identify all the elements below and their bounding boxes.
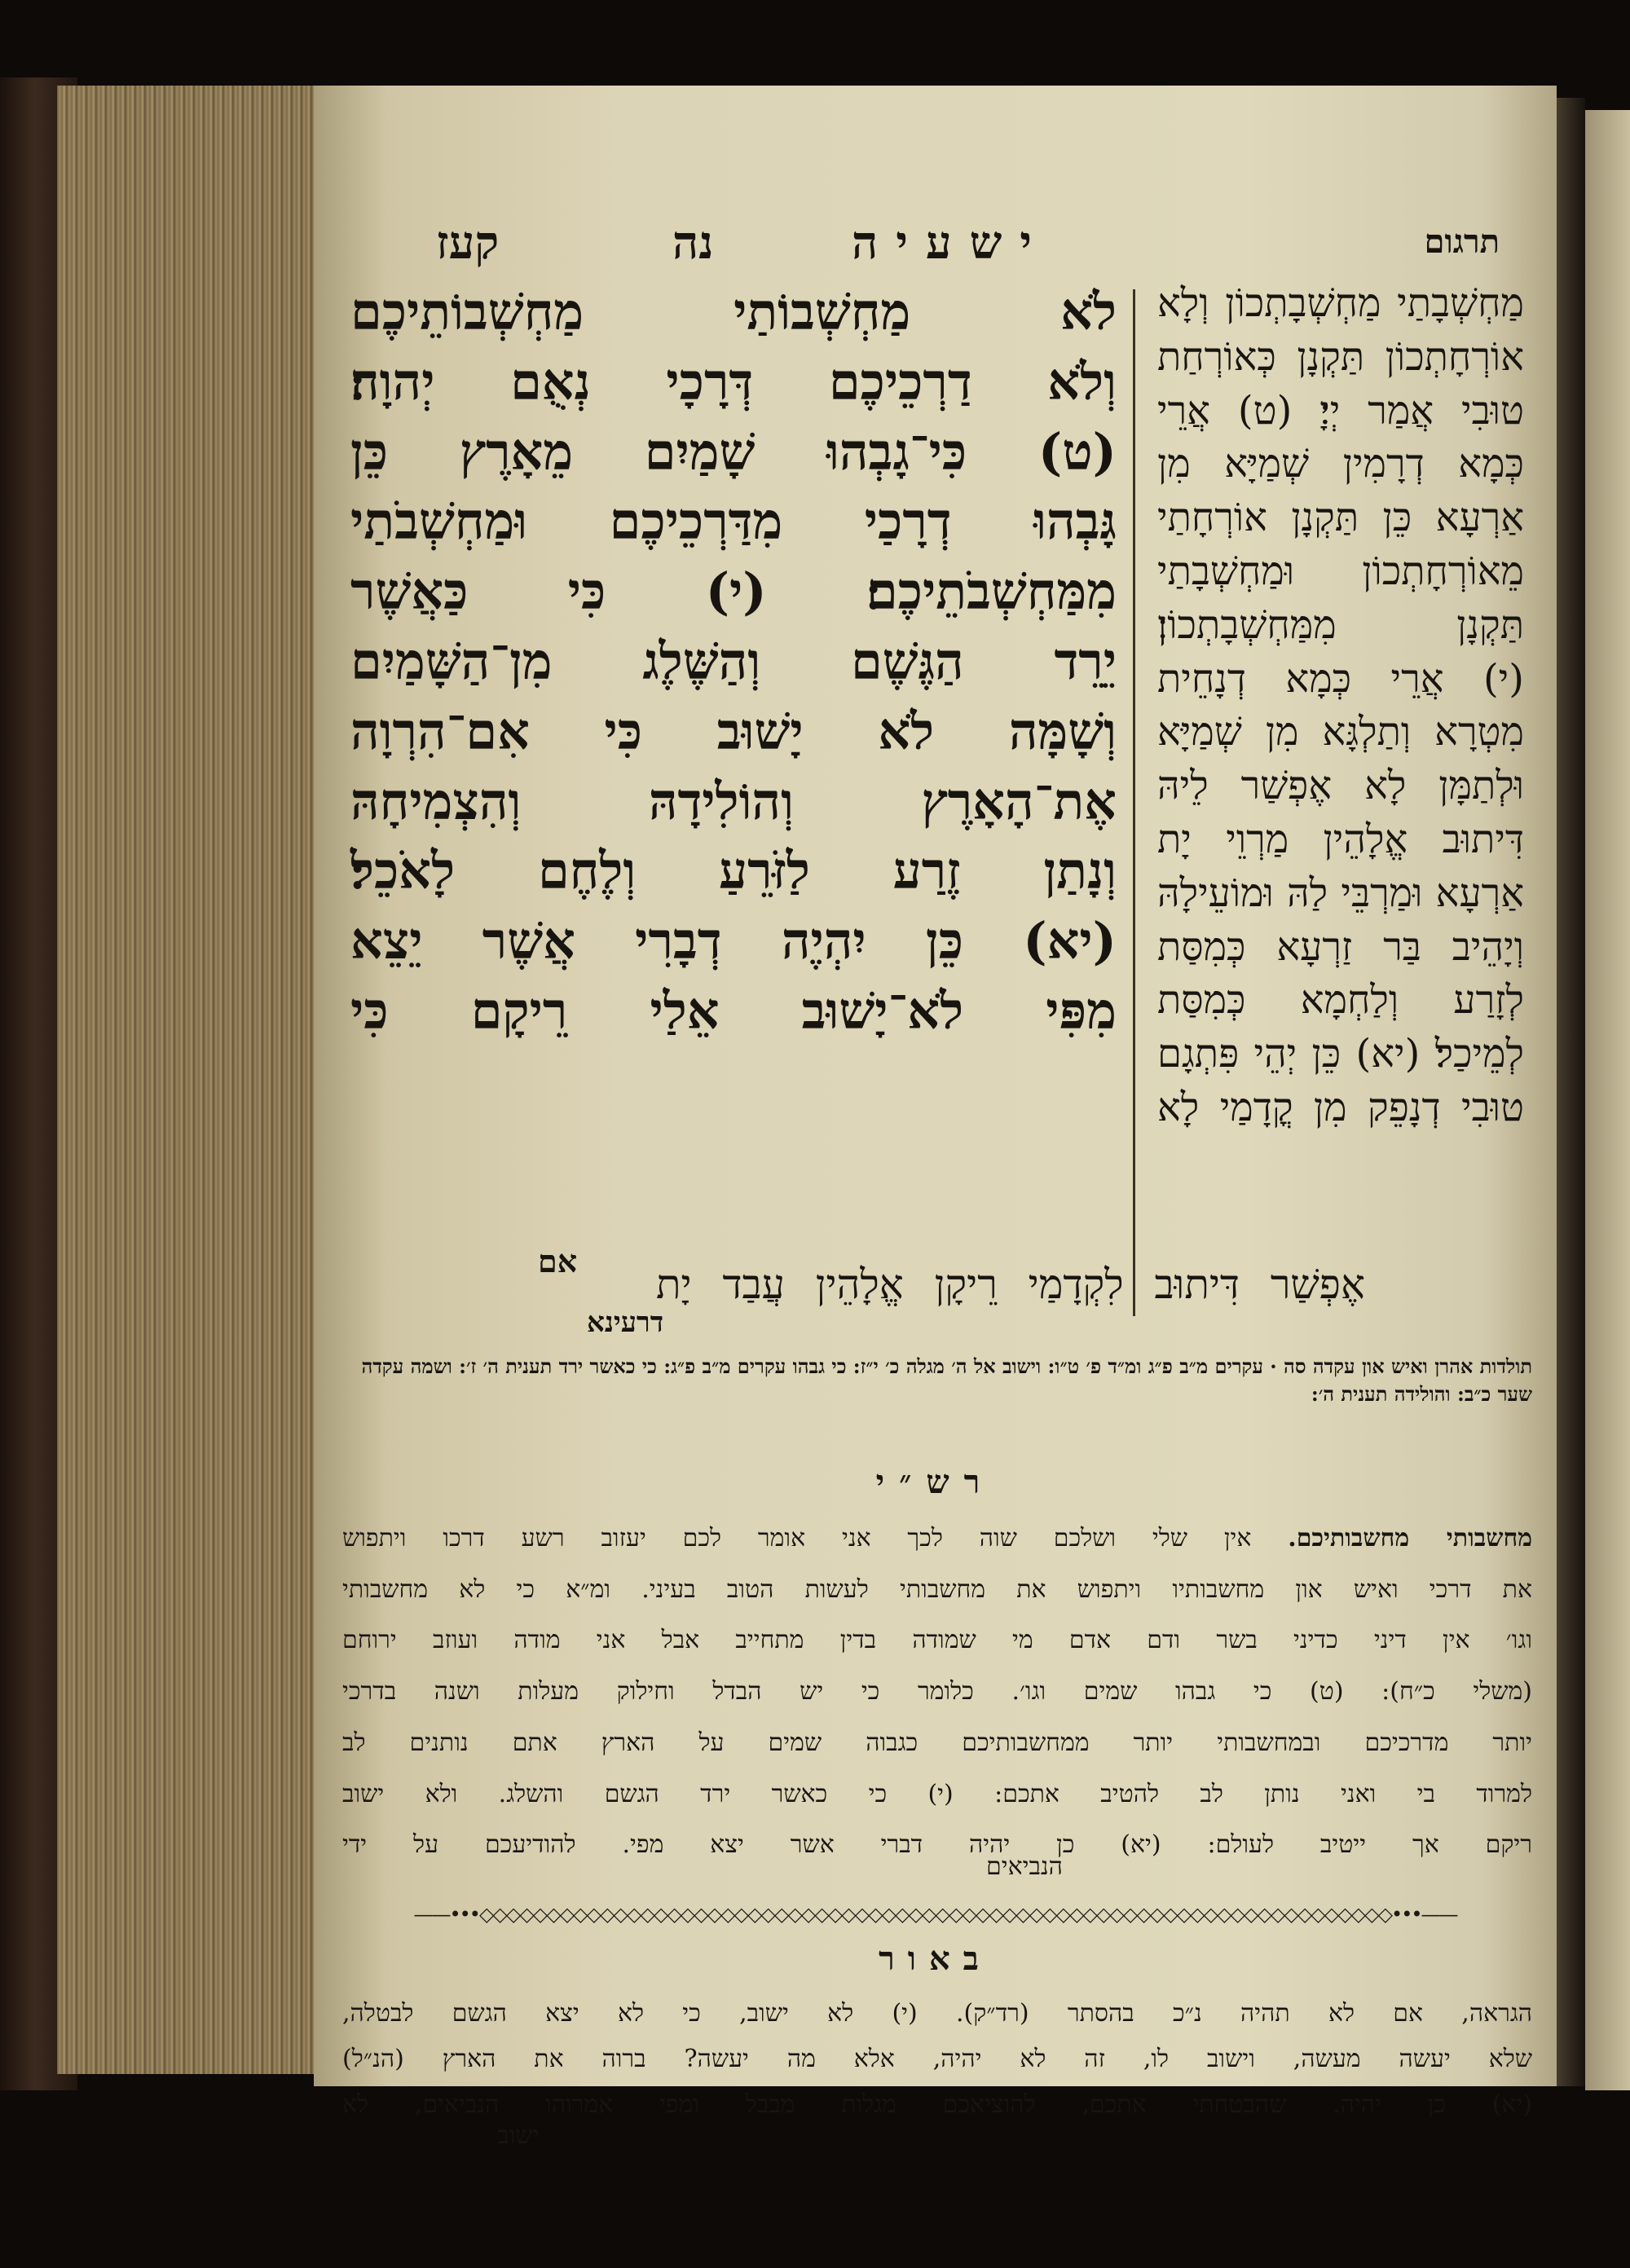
rashi-heading: רש״י bbox=[875, 1463, 995, 1501]
targum-line: אַרְעָא כֵּן תַּקְנָן אוֹרְחָתַי bbox=[1157, 495, 1524, 541]
scripture-line: (יא) כֵּן יִהְיֶה דְבָרִי אֲשֶׁר יֵצֵא bbox=[350, 911, 1117, 971]
targum-last-line: אֶפְשַׁר דִּיתוּב לִקְדָמַי רֵיקָן אֱלָהֵין עֲבַד יָת bbox=[656, 1261, 1365, 1308]
rashi-line-text: אין שלי ושלכם שוה לכך אני אומר לכם יעזוב רשע דרכו ויתפוש bbox=[342, 1524, 1252, 1552]
scripture-line: וְנָתַן זֶרַע לַזֹּרֵעַ וְלֶחֶם לָאֹכֵל׃ bbox=[350, 841, 1117, 901]
header-targum: תרגום bbox=[1424, 222, 1500, 261]
biur-commentary bbox=[342, 1991, 1532, 2128]
scripture-line: (ט) כִּי־גָבְהוּ שָׁמַיִם מֵאָרֶץ כֵּן bbox=[350, 421, 1117, 482]
targum-line: (י) אֲרֵי כְּמָא דְנָחֵית bbox=[1157, 655, 1524, 702]
header-book-title: ישעיה bbox=[852, 216, 1050, 270]
targum-line: דִּיתוּב אֱלָהֵין מַרְוֵי יָת bbox=[1157, 816, 1524, 862]
scripture-line: יֵרֵד הַגֶּשֶׁם וְהַשֶּׁלֶג מִן־הַשָּׁמַיִם bbox=[350, 631, 1117, 691]
targum-line: מַחְשְׁבָתַי מַחְשְׁבָתְכוֹן וְלָא bbox=[1157, 280, 1524, 326]
toldot-text: ואיש און עקדה סה · עקרים מ״ב פ״ג ומ״ד פ׳ ט״ו: וישוב אל ה׳ מגלה כ׳ י״ז: כי גבהו עקרים מ״ב פ״ג: כי כאשר ירד תענית ה׳ ז׳: ושמה עקדה שער כ״ב: והולידה תענית ה׳: bbox=[361, 1354, 1532, 1406]
targum-line: טוּבִי דְנָפֵק מִן קֳדָמַי לָא bbox=[1157, 1084, 1524, 1130]
running-header bbox=[314, 216, 1557, 281]
targum-line: לְמֵיכַל׃ (יא) כֵּן יְהֵי פִּתְגָם bbox=[1157, 1031, 1524, 1077]
biur-catchword: ישוב bbox=[497, 2121, 540, 2150]
scripture-line: לֹא מַחְשְׁבוֹתַי מַחְשְׁבוֹתֵיכֶם bbox=[350, 282, 1117, 341]
targum-line: כְּמָא דְרָמִין שְׁמַיָּא מִן bbox=[1157, 441, 1524, 487]
rashi-lemma: מחשבותי מחשבותיכם. bbox=[1288, 1524, 1532, 1552]
scripture-catchword: אם bbox=[538, 1243, 578, 1279]
scripture-line: גָּבְהוּ דְרָכַי מִדַּרְכֵיכֶם וּמַחְשְׁבֹתַי bbox=[350, 491, 1117, 552]
rashi-catchword: הנביאים bbox=[986, 1852, 1063, 1881]
targum-line: אוֹרְחָתְכוֹן תַּקְנָן כְּאוֹרְחַת bbox=[1157, 333, 1524, 380]
scripture-line: מִמַּחְשְׁבֹתֵיכֶם׃ (י) כִּי כַּאֲשֶׁר bbox=[350, 561, 1117, 622]
targum-line: טוּבִי אֲמַר יְיָ׃ (ט) אֲרֵי bbox=[1157, 387, 1524, 434]
rashi-line: למרוד בי ואני נותן לב להטיב אתכם: (י) כי כאשר ירד הגשם והשלג. ולא ישוב bbox=[342, 1779, 1532, 1808]
header-chapter: נה bbox=[672, 216, 714, 270]
page-edges bbox=[57, 86, 338, 2074]
ornamental-divider: ——•••◇◇◇◇◇◇◇◇◇◇◇◇◇◇◇◇◇◇◇◇◇◇◇◇◇◇◇◇◇◇◇◇◇◇◇◇◇◇◇◇◇◇◇◇◇◇◇◇◇◇◇◇◇◇◇◇◇◇◇◇◇◇◇◇◇◇◇◇•••—— bbox=[413, 1903, 1457, 1926]
rashi-commentary bbox=[342, 1513, 1532, 1871]
rashi-line: (משלי כ״ח): (ט) כי גבהו שמים וגו׳. כלומר כי יש הבדל וחילוק מעלות ושנה בדרכי bbox=[342, 1677, 1532, 1707]
column-divider bbox=[1133, 289, 1135, 1316]
rashi-line bbox=[342, 1513, 1532, 1565]
targum-line: תַּקְנָן מִמַּחְשְׁבָתְכוֹן׃ bbox=[1157, 601, 1524, 648]
biur-heading: באור bbox=[879, 1940, 992, 1978]
targum-catchword: דרעינא bbox=[587, 1306, 664, 1339]
scripture-line: אֶת־הָאָרֶץ וְהוֹלִידָהּ וְהִצְמִיחָהּ bbox=[350, 771, 1117, 831]
rashi-line: ריקם אך ייטיב לעולם: (יא) כן יהיה דברי אשר יצא מפי. להודיעכם על ידי bbox=[342, 1830, 1532, 1860]
header-page-number: קעז bbox=[436, 216, 500, 270]
targum-line: לְזָרַע וְלַחְמָא כְּמִסַּת bbox=[1157, 977, 1524, 1024]
scripture-line: וְשָׁמָּה לֹא יָשׁוּב כִּי אִם־הִרְוָה bbox=[350, 701, 1117, 761]
book-page bbox=[314, 86, 1557, 2150]
targum-line: וּלְתַמָּן לָא אֶפְשַׁר לֵיהּ bbox=[1157, 763, 1524, 809]
biur-line: הגראה, אם לא תהיה נ״כ בהסתר (רד״ק). (י) לא ישוב, כי לא יצא הגשם לבטלה, bbox=[342, 1999, 1532, 2028]
targum-column bbox=[1157, 277, 1524, 1135]
biur-line: (יא) כן יהיה. שהבטחתי אתכם, להוציאכם מגלות מבבל ומפי אמרוהו הנביאים, לא bbox=[342, 2090, 1532, 2119]
biur-line: שלא יעשה מעשה, וישוב לו, זה לא יהיה, אלא מה יעשה? ברוה את הארץ (הנ״ל) bbox=[342, 2045, 1532, 2073]
rashi-line: וגו׳ אין דיני כדיני בשר ודם אדם מי שמודה בדין מתחייב אבל אני מודה ועוזב ירוחם bbox=[342, 1626, 1532, 1655]
toldot-aharon-notes bbox=[334, 1353, 1532, 1408]
scripture-line: וְלֹא דַרְכֵיכֶם דְּרָכָי נְאֻם יְהוָה׃ bbox=[350, 351, 1117, 412]
scripture-column bbox=[350, 277, 1117, 1046]
targum-line: מֵאוֹרְחָתְכוֹן וּמַחְשְׁבָתַי bbox=[1157, 548, 1524, 594]
targum-line: אַרְעָא וּמַרְבֵּי לַהּ וּמוֹעֵילָהּ bbox=[1157, 870, 1524, 916]
book-gutter bbox=[1553, 98, 1585, 2086]
scripture-line: מִפִּי לֹא־יָשׁוּב אֵלַי רֵיקָם כִּי bbox=[350, 980, 1117, 1041]
toldot-label: תולדות אהרן bbox=[1434, 1354, 1532, 1378]
rashi-line: את דרכי ואיש און מחשבותיו ויתפוש את מחשבותי לעשות הטוב בעיני. ומ״א כי לא מחשבותי bbox=[342, 1574, 1532, 1604]
facing-page-edge bbox=[1585, 110, 1630, 2090]
targum-line: מִטְרָא וְתַלְגָּא מִן שְׁמַיָּא bbox=[1157, 709, 1524, 755]
targum-line: וְיָהֵיב בַּר זַרְעָא כְּמִסַּת bbox=[1157, 923, 1524, 970]
rashi-line: יותר מדרכיכם ובמחשבותי יותר ממחשבותיכם כגבוה שמים על הארץ אתם נותנים לב bbox=[342, 1728, 1532, 1757]
